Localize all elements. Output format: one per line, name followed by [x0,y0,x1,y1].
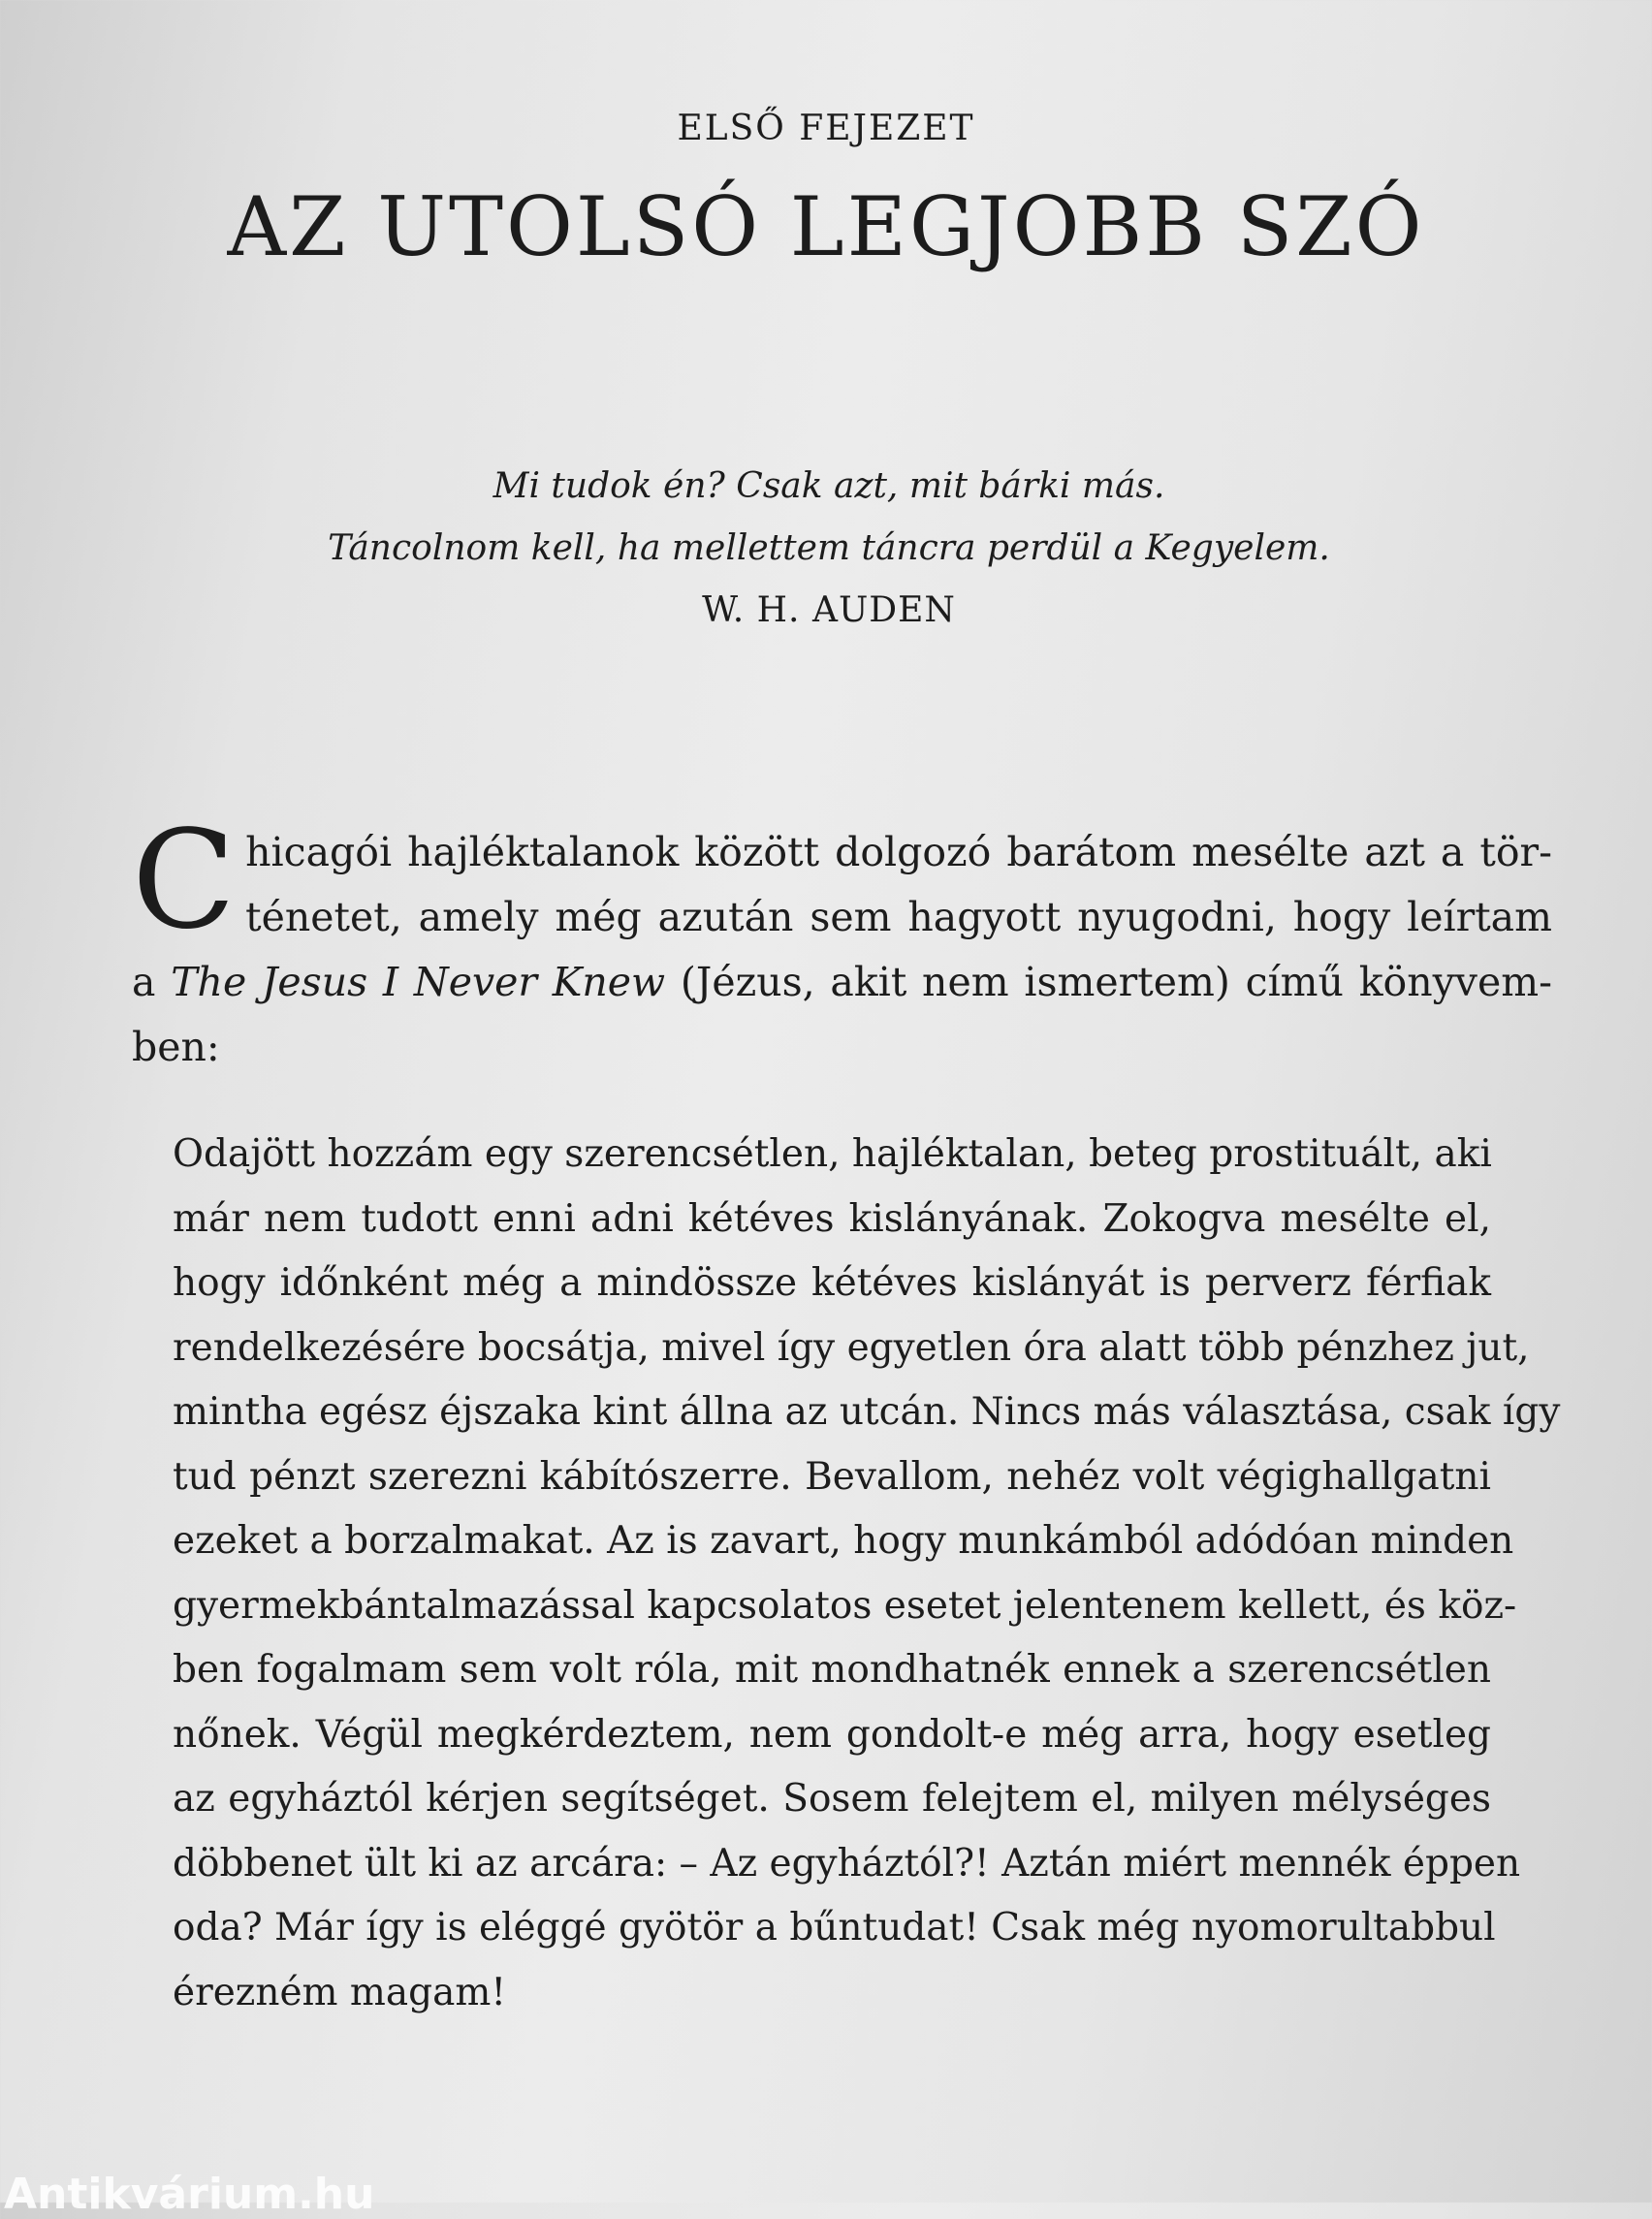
paragraph-line: ben: [132,1024,220,1070]
quote-line: hogy időnként még a mindössze kétéves kislányát is perverz férfiak [173,1261,1491,1305]
paragraph-text: (Jézus, akit nem ismertem) című könyvem- [680,959,1552,1005]
epigraph [291,456,1367,642]
watermark: Antikvárium.hu [4,2170,375,2219]
book-title: The Jesus I Never Knew [171,959,666,1005]
paragraph-line [132,950,1552,1015]
block-quote [173,1123,1561,2025]
quote-line: Odajött hozzám egy szerencsétlen, hajléktalan, beteg prostituált, aki [173,1132,1492,1176]
opening-paragraph [132,802,1552,1080]
quote-line: rendelkezésére bocsátja, mivel így egyetlen óra alatt több pénzhez jut, [173,1325,1530,1370]
quote-line: tud pénzt szerezni kábítószerre. Bevallom, nehéz volt végighallgatni [173,1454,1491,1499]
quote-line: érezném magam! [173,1970,507,2014]
chapter-label: ELSŐ FEJEZET [677,109,975,148]
epigraph-author: W. H. AUDEN [702,590,956,630]
quote-line: mintha egész éjszaka kint állna az utcán. Nincs más választása, csak így [173,1390,1561,1434]
paragraph-line: hicagói hajléktalanok között dolgozó barátom mesélte azt a tör- [245,829,1552,875]
epigraph-line: Táncolnom kell, ha mellettem táncra perdül a Kegyelem. [328,528,1330,568]
drop-cap: C [132,802,237,960]
quote-line: ben fogalmam sem volt róla, mit mondhatnék ennek a szerencsétlen [173,1648,1491,1692]
quote-line: ezeket a borzalmakat. Az is zavart, hogy munkámból adódóan minden [173,1519,1514,1563]
quote-line: az egyháztól kérjen segítséget. Sosem felejtem el, milyen mélységes [173,1777,1491,1821]
quote-line: oda? Már így is eléggé gyötör a bűntudat! Csak még nyomorultabbul [173,1906,1496,1950]
quote-line: gyermekbántalmazással kapcsolatos esetet jelentenem kellett, és köz- [173,1583,1517,1628]
chapter-title: AZ UTOLSÓ LEGJOBB SZÓ [227,179,1425,274]
paragraph-text: a [132,959,156,1005]
quote-line: döbbenet ült ki az arcára: – Az egyháztól?! Aztán miért mennék éppen [173,1841,1521,1886]
quote-line: nőnek. Végül megkérdeztem, nem gondolt-e még arra, hogy esetleg [173,1712,1491,1757]
quote-line: már nem tudott enni adni kétéves kislányának. Zokogva mesélte el, [173,1196,1491,1241]
epigraph-line: Mi tudok én? Csak azt, mit bárki más. [492,466,1165,506]
paragraph-line: ténetet, amely még azután sem hagyott nyugodni, hogy leírtam [245,894,1552,940]
